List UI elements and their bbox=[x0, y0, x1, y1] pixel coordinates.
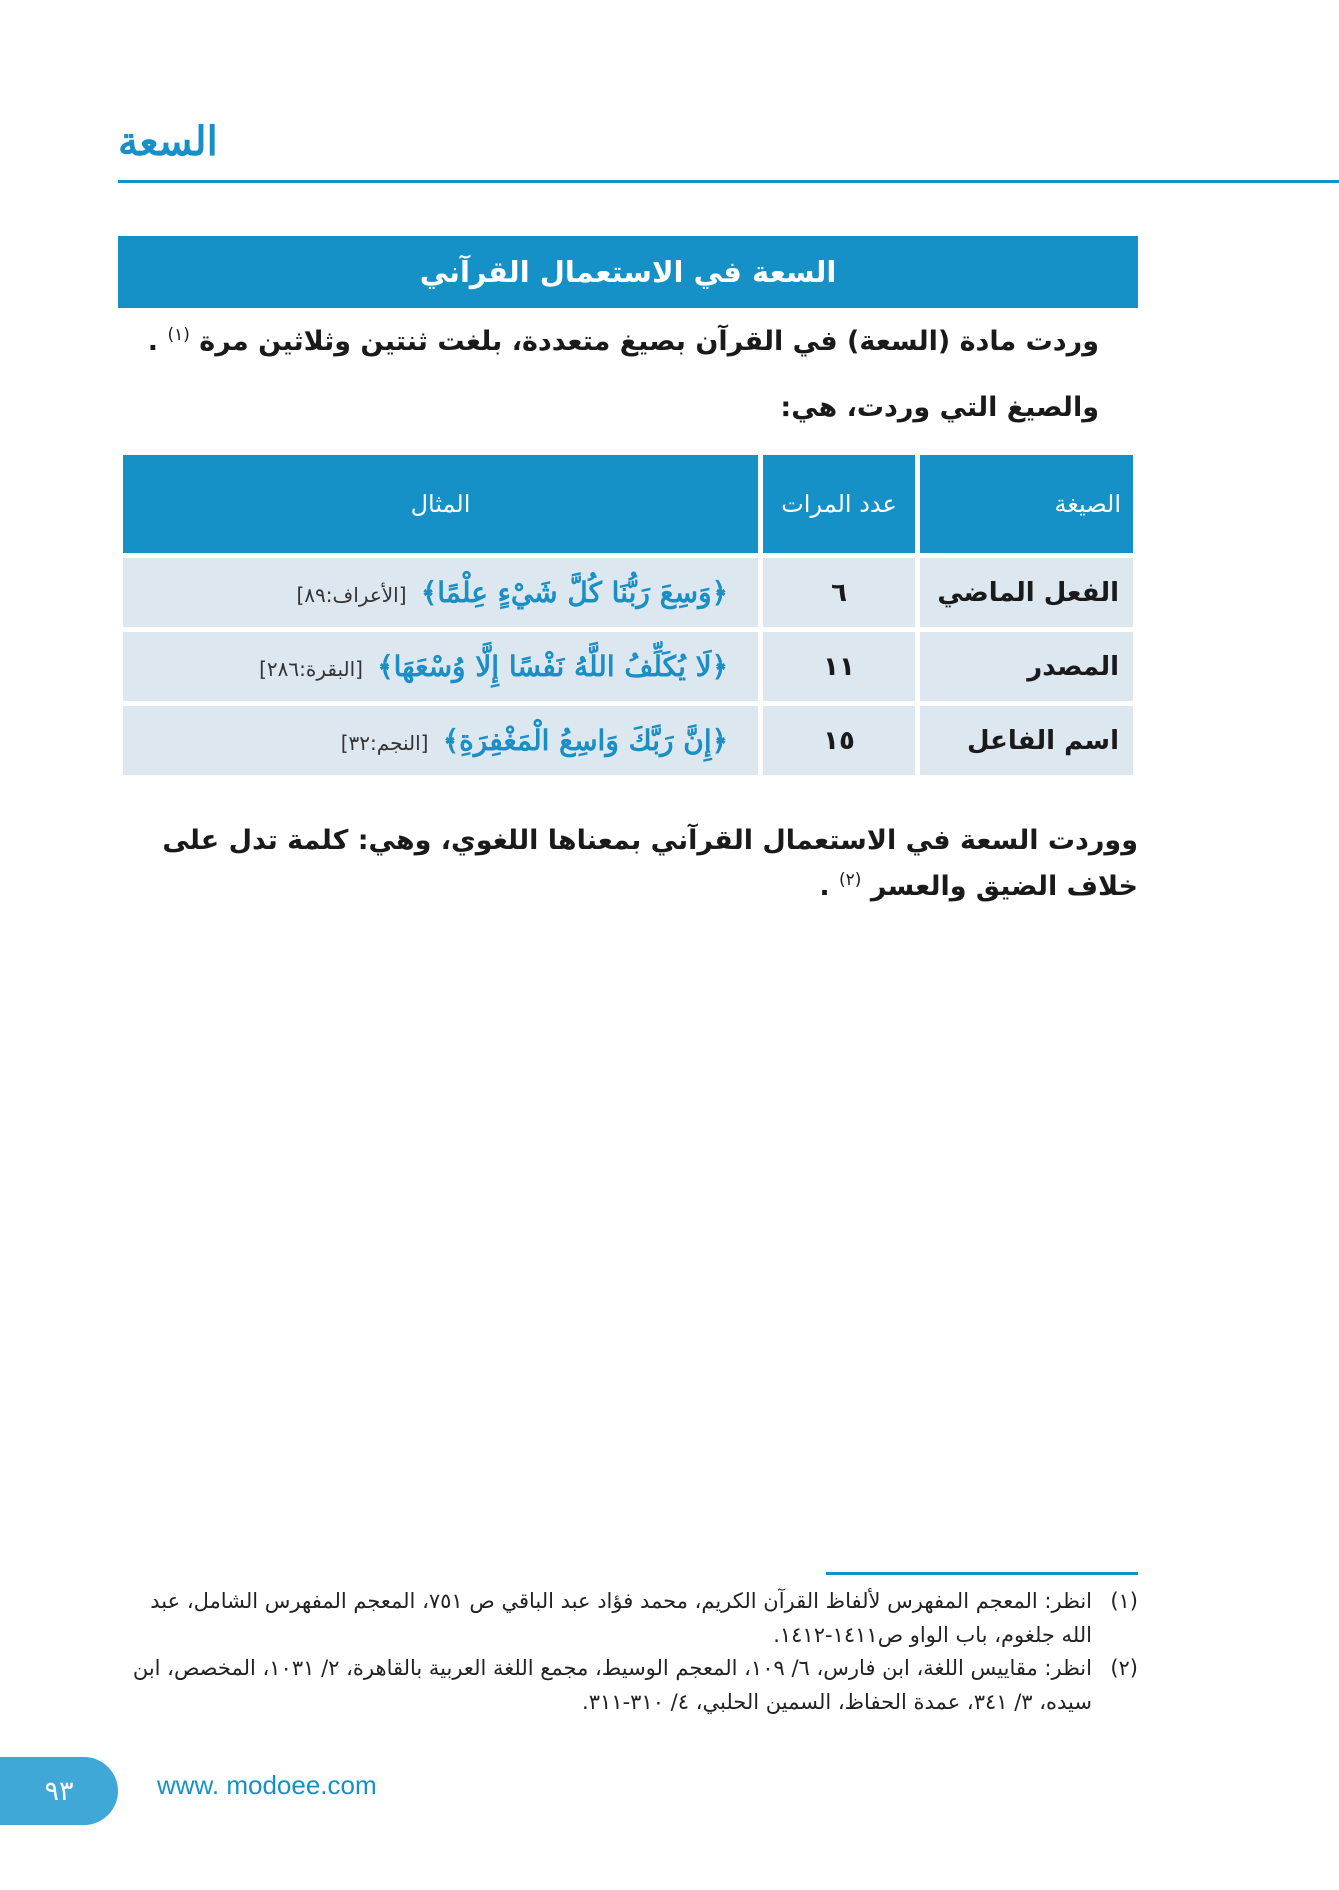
verse-text: ﴿وَسِعَ رَبُّنَا كُلَّ شَيْءٍ عِلْمًا﴾ bbox=[420, 576, 728, 609]
table-header-row bbox=[123, 455, 1133, 553]
footnote-text: انظر: المعجم المفهرس لألفاظ القرآن الكريم، محمد فؤاد عبد الباقي ص ٧٥١، المعجم المفهرس الشامل، عبد الله جلغوم، باب الواو ص١٤١١-١٤١٢. bbox=[150, 1589, 1092, 1647]
table-row bbox=[123, 706, 1133, 775]
example-cell bbox=[123, 558, 758, 627]
intro-text: وردت مادة (السعة) في القرآن بصيغ متعددة، بلغت ثنتين وثلاثين مرة bbox=[199, 326, 1099, 357]
footnote bbox=[118, 1652, 1138, 1719]
header-count: عدد المرات bbox=[763, 455, 915, 553]
footnote-separator bbox=[826, 1572, 1138, 1575]
footnote-ref-1[interactable]: (١) bbox=[167, 325, 190, 345]
example-cell bbox=[123, 706, 758, 775]
section-title: السعة في الاستعمال القرآني bbox=[118, 236, 1138, 308]
website-link[interactable]: www. modoee.com bbox=[157, 1770, 377, 1800]
footnotes bbox=[118, 1585, 1138, 1719]
footnote-text: انظر: مقاييس اللغة، ابن فارس، ٦/ ١٠٩، المعجم الوسيط، مجمع اللغة العربية بالقاهرة، ٢/ ١٠٣١، المخصص، ابن سيده، ٣/ ٣٤١، عمدة الحفاظ، السمين الحلبي، ٤/ ٣١٠-٣١١. bbox=[132, 1656, 1092, 1714]
intro-period: . bbox=[147, 326, 159, 357]
verse-reference: [الأعراف:٨٩] bbox=[296, 583, 407, 607]
header-rule bbox=[118, 180, 1339, 183]
form-cell: الفعل الماضي bbox=[920, 558, 1133, 627]
header-form: الصيغة bbox=[920, 455, 1133, 553]
header-example: المثال bbox=[123, 455, 758, 553]
conclusion-text: ووردت السعة في الاستعمال القرآني بمعناها اللغوي، وهي: كلمة تدل على خلاف الضيق والعسر bbox=[162, 825, 1138, 903]
table-row bbox=[123, 632, 1133, 701]
verse-text: ﴿لَا يُكَلِّفُ اللَّهُ نَفْسًا إِلَّا وُسْعَهَا﴾ bbox=[377, 650, 728, 683]
page-number: ٩٣ bbox=[0, 1757, 118, 1825]
forms-intro: والصيغ التي وردت، هي: bbox=[780, 392, 1099, 423]
intro-paragraph bbox=[119, 322, 1099, 361]
footnote-ref-2[interactable]: (٢) bbox=[839, 870, 862, 891]
count-cell: ١٥ bbox=[763, 706, 915, 775]
example-cell bbox=[123, 632, 758, 701]
table-row bbox=[123, 558, 1133, 627]
verse-reference: [البقرة:٢٨٦] bbox=[259, 657, 363, 681]
conclusion-paragraph bbox=[118, 818, 1138, 911]
form-cell: اسم الفاعل bbox=[920, 706, 1133, 775]
footnote-number: (٢) bbox=[1110, 1656, 1138, 1681]
footnote-number: (١) bbox=[1110, 1589, 1138, 1613]
forms-table bbox=[118, 450, 1138, 780]
footnote bbox=[118, 1585, 1138, 1652]
running-title: السعة bbox=[118, 118, 218, 165]
verse-reference: [النجم:٣٢] bbox=[340, 731, 429, 755]
form-cell: المصدر bbox=[920, 632, 1133, 701]
conclusion-period: . bbox=[819, 871, 830, 903]
count-cell: ١١ bbox=[763, 632, 915, 701]
verse-text: ﴿إِنَّ رَبَّكَ وَاسِعُ الْمَغْفِرَةِ﴾ bbox=[442, 724, 728, 757]
count-cell: ٦ bbox=[763, 558, 915, 627]
